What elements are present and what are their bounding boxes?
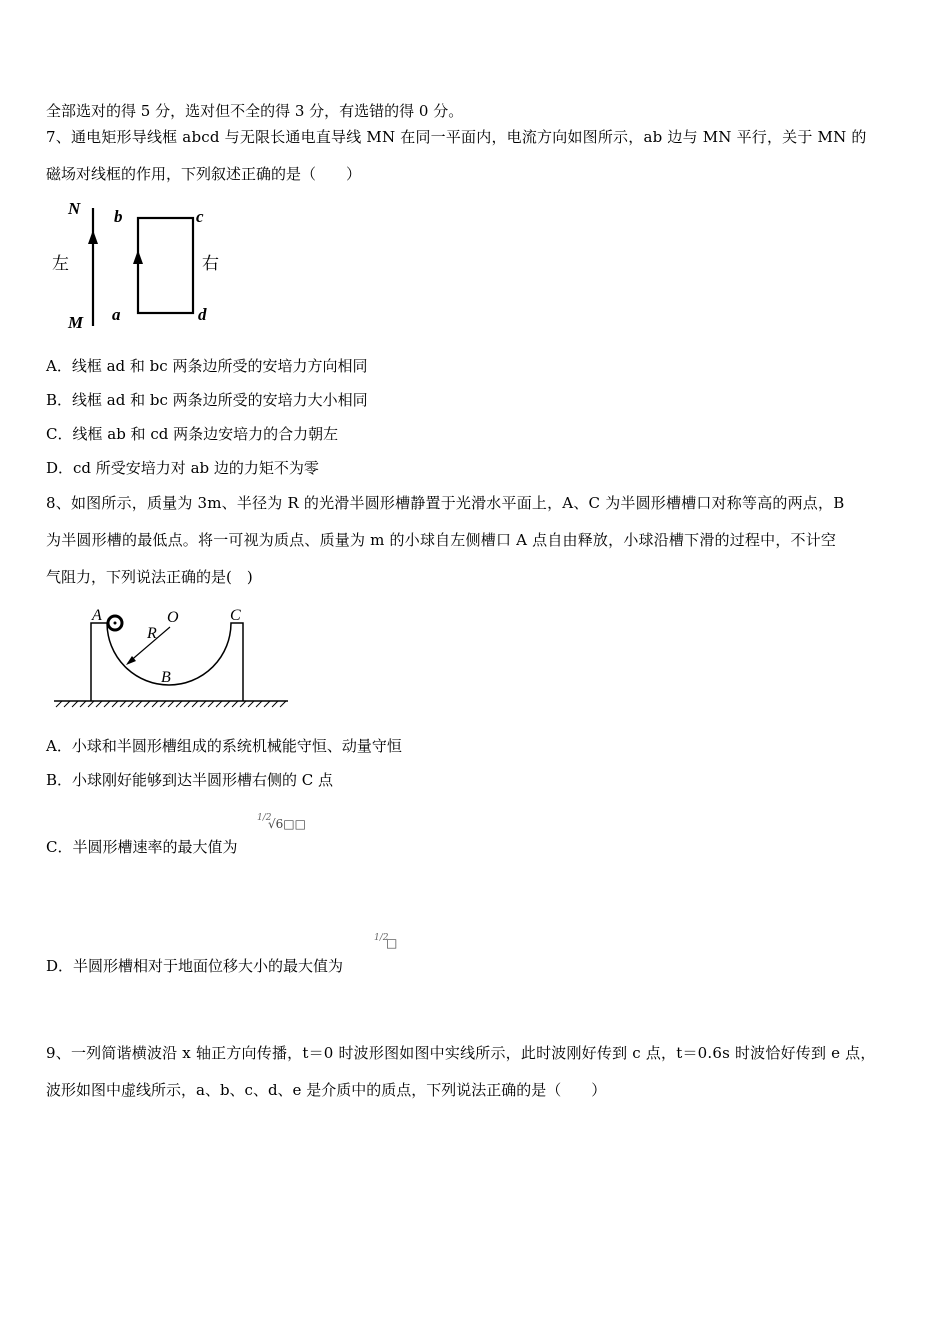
q7-option-c: C．线框 ab 和 cd 两条边安培力的合力朝左 xyxy=(46,425,339,443)
q7-figure xyxy=(50,196,240,331)
wire-current-arrow xyxy=(88,230,98,244)
q7-stem-line2: 磁场对线框的作用，下列叙述正确的是（ ） xyxy=(46,165,362,183)
q8-option-a: A．小球和半圆形槽组成的系统机械能守恒、动量守恒 xyxy=(46,737,402,755)
formula-c-fraction: 1/2 xyxy=(257,813,272,823)
formula-d-image: □ xyxy=(386,936,398,950)
label-c: C xyxy=(230,607,241,624)
q9-stem-line1: 9、一列简谐横波沿 x 轴正方向传播，t＝0 时波形图如图中实线所示，此时波刚好传到 c 点，t＝0.6s 时波恰好传到 e 点， xyxy=(46,1044,876,1062)
formula-d-fraction: 1/2 xyxy=(374,933,389,943)
loop-current-arrow xyxy=(133,250,143,264)
label-a: A xyxy=(92,607,102,624)
label-right: 右 xyxy=(202,254,219,274)
label-b: b xyxy=(114,207,123,226)
q8-option-d: D．半圆形槽相对于地面位移大小的最大值为 xyxy=(46,957,344,975)
label-a: a xyxy=(112,305,121,324)
label-r: R xyxy=(147,625,157,642)
q8-option-c: C．半圆形槽速率的最大值为 xyxy=(46,838,238,856)
rectangle-loop xyxy=(138,218,193,313)
q7-option-a: A．线框 ad 和 bc 两条边所受的安培力方向相同 xyxy=(46,357,368,375)
q9-stem-line2: 波形如图中虚线所示，a、b、c、d、e 是介质中的质点，下列说法正确的是（ ） xyxy=(46,1081,607,1099)
label-left: 左 xyxy=(52,254,69,274)
q7-option-b: B．线框 ad 和 bc 两条边所受的安培力大小相同 xyxy=(46,391,368,409)
intro-text: 全部选对的得 5 分，选对但不全的得 3 分，有选错的得 0 分。 xyxy=(46,102,464,120)
label-b: B xyxy=(161,669,171,686)
formula-c-image: √6□□ xyxy=(268,817,306,831)
q8-stem-line1: 8、如图所示，质量为 3m、半径为 R 的光滑半圆形槽静置于光滑水平面上，A、C 为半圆形槽槽口对称等高的两点，B xyxy=(46,494,845,512)
semicircle-groove xyxy=(91,623,243,701)
q7-stem-line1: 7、通电矩形导线框 abcd 与无限长通电直导线 MN 在同一平面内，电流方向如图所示，ab 边与 MN 平行，关于 MN 的 xyxy=(46,128,867,146)
label-c: c xyxy=(196,207,204,226)
q8-option-b: B．小球刚好能够到达半圆形槽右侧的 C 点 xyxy=(46,771,334,789)
label-m: M xyxy=(68,313,84,331)
q8-figure xyxy=(50,600,295,715)
q8-stem-line2: 为半圆形槽的最低点。将一可视为质点、质量为 m 的小球自左侧槽口 A 点自由释放，小球沿槽下滑的过程中，不计空 xyxy=(46,531,837,549)
label-o: O xyxy=(167,609,179,626)
ground-hatching xyxy=(56,701,286,707)
q8-stem-line3: 气阻力，下列说法正确的是( ) xyxy=(46,568,253,586)
label-n: N xyxy=(68,199,81,218)
q7-option-d: D．cd 所受安培力对 ab 边的力矩不为零 xyxy=(46,459,319,477)
label-d: d xyxy=(198,305,207,324)
